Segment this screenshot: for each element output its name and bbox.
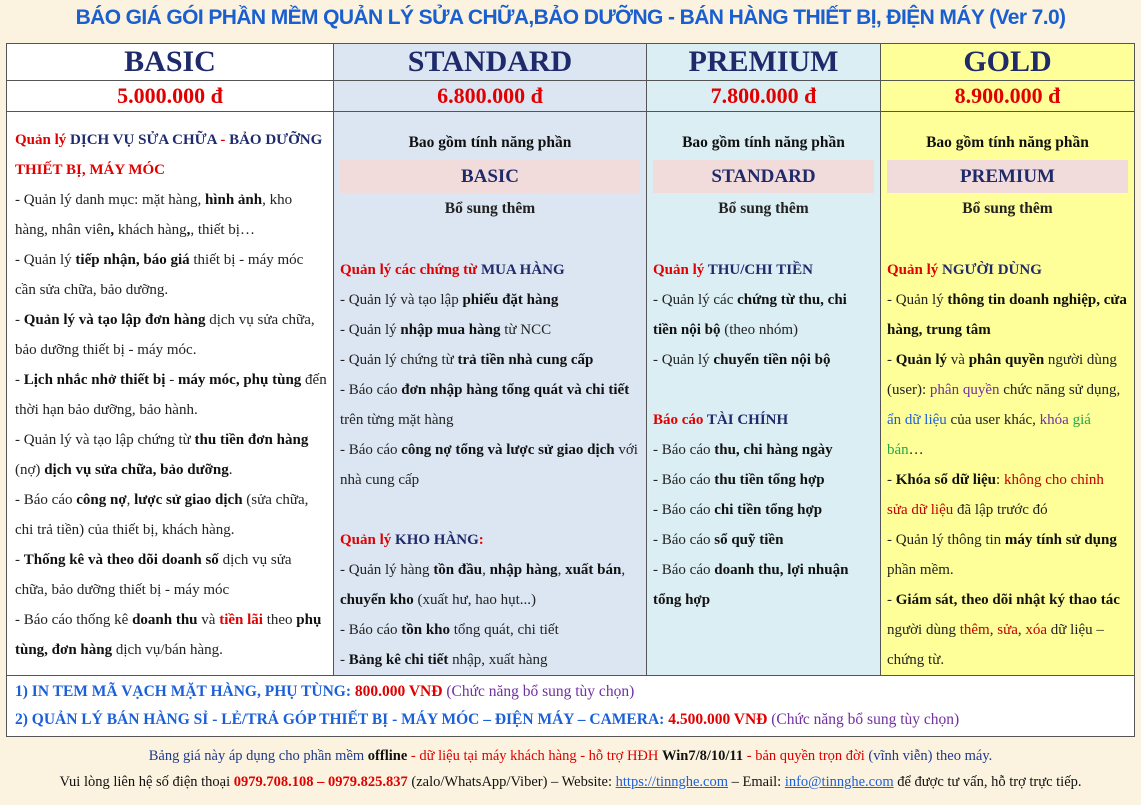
basic-item: - Báo cáo thống kê doanh thu và tiền lãi theo phụ tùng, đơn hàng dịch vụ/bán hàng. <box>15 612 322 658</box>
gold-item: - Khóa sổ dữ liệu: không cho chỉnh sửa dữ liệu đã lập trước đó <box>887 472 1104 518</box>
page-title: BÁO GIÁ GÓI PHẦN MỀM QUẢN LÝ SỬA CHỮA,BẢO DƯỠNG - BÁN HÀNG THIẾT BỊ, ĐIỆN MÁY (Ver 7.0) <box>75 6 1066 29</box>
plan-price-row <box>7 81 1135 112</box>
gold-section-users: Quản lý NGƯỜI DÙNG <box>887 262 1042 278</box>
includes-label: Bao gồm tính năng phần <box>926 134 1089 151</box>
basic-item: - Quản lý và tạo lập đơn hàng dịch vụ sửa chữa, bảo dưỡng thiết bị - máy móc. <box>15 312 315 358</box>
gold-item: - Quản lý và phân quyền người dùng (user): phân quyền chức năng sử dụng, ẩn dữ liệu của user khác, khóa giá bán… <box>887 352 1121 458</box>
supplement-label: Bổ sung thêm <box>962 200 1053 217</box>
footer-contact: Vui lòng liên hệ số điện thoại 0979.708.108 – 0979.825.837 (zalo/WhatsApp/Viber) – Website: https://tinnghe.com – Email: info@tinnghe.com để được tư vấn, hỗ trợ trực tiếp. <box>59 774 1082 790</box>
plan-name-gold: GOLD <box>881 44 1135 81</box>
standard-item: - Quản lý nhập mua hàng từ NCC <box>340 322 552 338</box>
plan-price-gold: 8.900.000 đ <box>881 81 1135 112</box>
addon-item: 1) IN TEM MÃ VẠCH MẶT HÀNG, PHỤ TÙNG: 800.000 VNĐ (Chức năng bổ sung tùy chọn) <box>15 683 635 700</box>
standard-item: - Bảng kê chi tiết nhập, xuất hàng <box>340 652 548 668</box>
standard-section-purchase: Quản lý các chứng từ MUA HÀNG <box>340 262 565 278</box>
standard-item: - Quản lý chứng từ trả tiền nhà cung cấp <box>340 352 594 368</box>
plan-price-basic: 5.000.000 đ <box>7 81 334 112</box>
basic-item: - Quản lý danh mục: mặt hàng, hình ảnh, kho hàng, nhân viên, khách hàng,, thiết bị… <box>15 192 293 238</box>
gold-item: - Quản lý thông tin máy tính sử dụng phần mềm. <box>887 532 1117 578</box>
addon-item: 2) QUẢN LÝ BÁN HÀNG SỈ - LẺ/TRẢ GÓP THIẾT BỊ - MÁY MÓC – ĐIỆN MÁY – CAMERA: 4.500.000 VNĐ (Chức năng bổ sung tùy chọn) <box>15 711 960 728</box>
standard-item: - Quản lý hàng tồn đầu, nhập hàng, xuất bán, chuyển kho (xuất hư, hao hụt...) <box>340 562 626 608</box>
addons-row <box>7 676 1135 737</box>
features-basic <box>7 112 334 676</box>
basic-item: - Quản lý và tạo lập chứng từ thu tiền đơn hàng (nợ) dịch vụ sửa chữa, bảo dưỡng. <box>15 432 309 478</box>
plan-name-standard: STANDARD <box>334 44 647 81</box>
includes-label: Bao gồm tính năng phần <box>682 134 845 151</box>
standard-item: - Báo cáo công nợ tổng và lược sử giao dịch với nhà cung cấp <box>340 442 638 488</box>
basic-item: - Báo cáo công nợ, lược sử giao dịch (sửa chữa, chi trả tiền) của thiết bị, khách hàng. <box>15 492 309 538</box>
premium-item: - Quản lý chuyển tiền nội bộ <box>653 352 831 368</box>
basic-item: - Lịch nhắc nhở thiết bị - máy móc, phụ tùng đến thời hạn bảo dưỡng, bảo hành. <box>15 372 327 418</box>
standard-section-warehouse: Quản lý KHO HÀNG: <box>340 532 484 548</box>
gold-item: - Giám sát, theo dõi nhật ký thao tác người dùng thêm, sửa, xóa dữ liệu – chứng từ. <box>887 592 1120 668</box>
supplement-label: Bổ sung thêm <box>444 200 536 217</box>
includes-plan-standard: STANDARD <box>653 160 874 193</box>
standard-item: - Báo cáo đơn nhập hàng tổng quát và chi tiết trên từng mặt hàng <box>340 382 630 428</box>
pricing-table <box>6 43 1135 737</box>
plan-name-row <box>7 44 1135 81</box>
premium-item: - Báo cáo chi tiền tổng hợp <box>653 502 823 518</box>
includes-label: Bao gồm tính năng phần <box>408 134 572 151</box>
addons-cell <box>7 676 1135 737</box>
basic-item: - Quản lý tiếp nhận, báo giá thiết bị - máy móc cần sửa chữa, bảo dưỡng. <box>15 252 304 298</box>
basic-heading: Quản lý DỊCH VỤ SỬA CHỮA - BẢO DƯỠNG THIẾT BỊ, MÁY MÓC <box>15 132 323 178</box>
plan-name-basic: BASIC <box>7 44 334 81</box>
basic-item: - Thống kê và theo dõi doanh số dịch vụ sửa chữa, bảo dưỡng thiết bị - máy móc <box>15 552 292 598</box>
premium-section-cash: Quản lý THU/CHI TIỀN <box>653 262 813 278</box>
features-premium <box>647 112 881 676</box>
email-link[interactable]: info@tinnghe.com <box>784 774 894 790</box>
plan-price-premium: 7.800.000 đ <box>647 81 881 112</box>
premium-section-finance: Báo cáo TÀI CHÍNH <box>653 412 789 428</box>
premium-item: - Báo cáo thu tiền tổng hợp <box>653 472 825 488</box>
premium-item: - Báo cáo thu, chi hàng ngày <box>653 442 833 458</box>
includes-plan-premium: PREMIUM <box>887 160 1128 193</box>
includes-plan-basic: BASIC <box>340 160 640 193</box>
gold-item: - Quản lý thông tin doanh nghiệp, cửa hàng, trung tâm <box>887 292 1127 338</box>
features-gold <box>881 112 1135 676</box>
plan-name-premium: PREMIUM <box>647 44 881 81</box>
website-link[interactable]: https://tinnghe.com <box>615 774 729 790</box>
premium-item: - Quản lý các chứng từ thu, chi tiền nội bộ (theo nhóm) <box>653 292 847 338</box>
features-standard <box>334 112 647 676</box>
plan-price-standard: 6.800.000 đ <box>334 81 647 112</box>
standard-item: - Quản lý và tạo lập phiếu đặt hàng <box>340 292 559 308</box>
features-row <box>7 112 1135 676</box>
footer-license-note: Bảng giá này áp dụng cho phần mềm offline - dữ liệu tại máy khách hàng - hỗ trợ HĐH Win7/8/10/11 - bản quyền trọn đời (vĩnh viễn) theo máy. <box>148 748 993 764</box>
standard-item: - Báo cáo tồn kho tổng quát, chi tiết <box>340 622 559 638</box>
premium-item: - Báo cáo sổ quỹ tiền <box>653 532 784 548</box>
supplement-label: Bổ sung thêm <box>718 200 809 217</box>
premium-item: - Báo cáo doanh thu, lợi nhuận tổng hợp <box>653 562 849 608</box>
